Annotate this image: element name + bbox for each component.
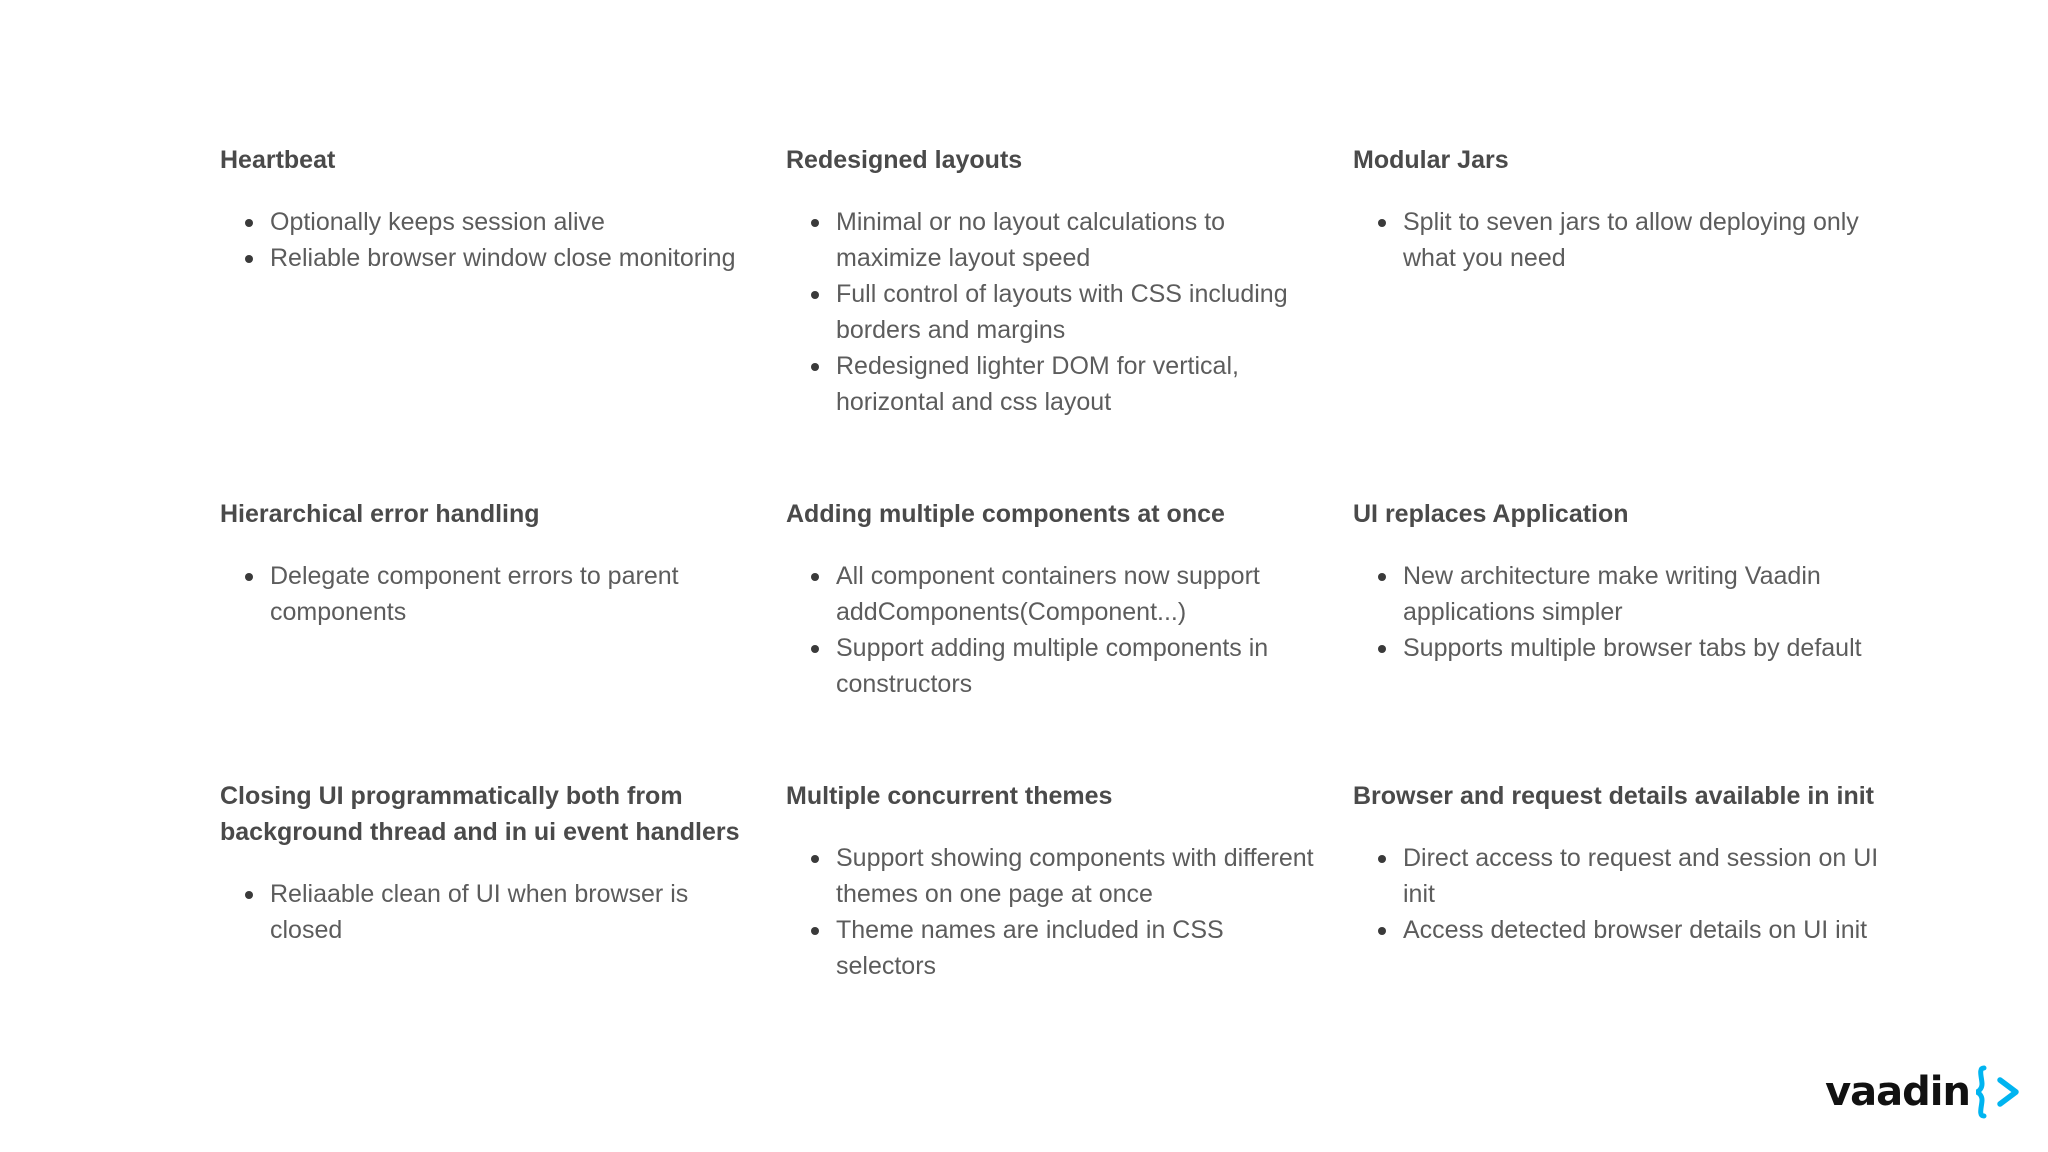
- logo-wordmark: vaadin: [1825, 1069, 1970, 1115]
- section-adding-multiple-components: [786, 496, 1316, 702]
- section-browser-request-details: [1353, 778, 1883, 948]
- bullet-item: Reliaable clean of UI when browser is closed: [270, 876, 750, 948]
- bullet-item: Delegate component errors to parent components: [270, 558, 750, 630]
- bullet-item: Minimal or no layout calculations to maximize layout speed: [836, 204, 1316, 276]
- section-modular-jars: [1353, 142, 1883, 276]
- section-ui-replaces-application: [1353, 496, 1883, 666]
- bullet-item: Direct access to request and session on UI init: [1403, 840, 1883, 912]
- section-title: Heartbeat: [220, 146, 336, 174]
- bullet-list: [786, 558, 1316, 702]
- bullet-item: Reliable browser window close monitoring: [270, 240, 750, 276]
- section-title: Hierarchical error handling: [220, 500, 540, 528]
- bullet-item: Access detected browser details on UI init: [1403, 912, 1883, 948]
- bullet-list: [220, 876, 750, 948]
- bullet-item: All component containers now support addComponents(Component...): [836, 558, 1316, 630]
- bullet-list: [786, 840, 1316, 984]
- bullet-item: Redesigned lighter DOM for vertical, horizontal and css layout: [836, 348, 1316, 420]
- section-heartbeat: [220, 142, 750, 276]
- section-closing-ui-programmatically: [220, 778, 750, 948]
- bullet-item: Theme names are included in CSS selectors: [836, 912, 1316, 984]
- section-multiple-concurrent-themes: [786, 778, 1316, 984]
- bullet-list: [1353, 840, 1883, 948]
- section-title: Multiple concurrent themes: [786, 782, 1113, 810]
- section-redesigned-layouts: [786, 142, 1316, 420]
- bullet-item: Split to seven jars to allow deploying only what you need: [1403, 204, 1883, 276]
- section-title: Adding multiple components at once: [786, 500, 1225, 528]
- section-title: Closing UI programmatically both from background thread and in ui event handlers: [220, 782, 740, 846]
- logo-bracket-arrow-icon: [1976, 1064, 2028, 1120]
- bullet-list: [220, 204, 750, 276]
- bullet-list: [1353, 558, 1883, 666]
- bullet-list: [220, 558, 750, 630]
- bullet-item: Full control of layouts with CSS including borders and margins: [836, 276, 1316, 348]
- section-title: Browser and request details available in init: [1353, 782, 1874, 810]
- section-title: Modular Jars: [1353, 146, 1509, 174]
- section-hierarchical-error-handling: [220, 496, 750, 630]
- bullet-list: [1353, 204, 1883, 276]
- bullet-item: Supports multiple browser tabs by default: [1403, 630, 1883, 666]
- bullet-item: Support showing components with different themes on one page at once: [836, 840, 1316, 912]
- bullet-item: Optionally keeps session alive: [270, 204, 750, 240]
- bullet-list: [786, 204, 1316, 420]
- section-title: Redesigned layouts: [786, 146, 1023, 174]
- vaadin-logo: [1825, 1062, 2028, 1122]
- bullet-item: New architecture make writing Vaadin applications simpler: [1403, 558, 1883, 630]
- bullet-item: Support adding multiple components in constructors: [836, 630, 1316, 702]
- section-title: UI replaces Application: [1353, 500, 1629, 528]
